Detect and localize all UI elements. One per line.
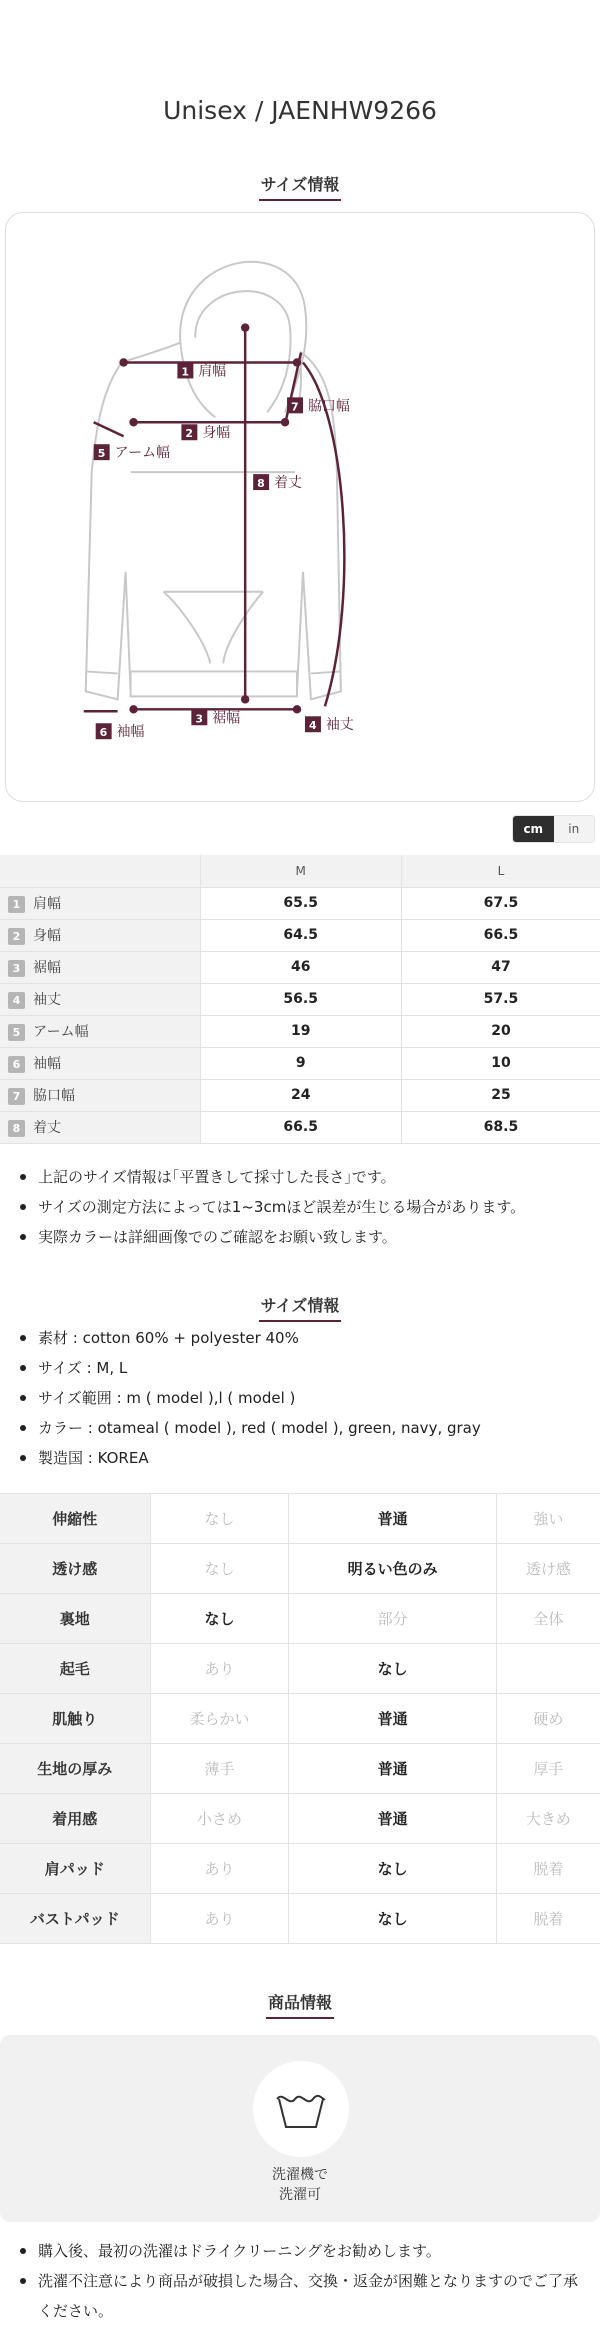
feel-option: なし [150, 1594, 289, 1644]
table-row [0, 1844, 600, 1894]
header-empty [0, 855, 200, 887]
feel-option: あり [150, 1894, 289, 1944]
list-item: サイズ : M, L [20, 1353, 590, 1383]
list-item: カラー : otameal ( model ), red ( model ), green, navy, gray [20, 1413, 590, 1443]
value-l: 67.5 [401, 887, 600, 919]
row-label-text: 脇口幅 [33, 1088, 75, 1104]
feel-option: 普通 [289, 1744, 496, 1794]
svg-text:袖幅: 袖幅 [116, 724, 145, 741]
feel-option: なし [289, 1844, 496, 1894]
svg-text:袖丈: 袖丈 [325, 717, 354, 734]
svg-text:1: 1 [181, 365, 190, 379]
row-number: 8 [8, 1120, 25, 1137]
value-m: 9 [200, 1047, 401, 1079]
label-sleeve-length [305, 716, 354, 733]
feel-option: なし [150, 1544, 289, 1594]
feel-label: 伸縮性 [0, 1494, 150, 1544]
feel-label: バストパッド [0, 1894, 150, 1944]
list-item: サイズ範囲 : m ( model ),l ( model ) [20, 1383, 590, 1413]
size-notes [20, 1162, 590, 1252]
list-item: 洗濯不注意により商品が破損した場合、交換・返金が困難となりますのでご了承ください。 [20, 2266, 590, 2326]
feel-option: 普通 [289, 1494, 496, 1544]
care-box [0, 2035, 600, 2222]
feel-option: 強い [496, 1494, 600, 1544]
table-row [0, 1544, 600, 1594]
table-row [0, 919, 600, 951]
row-number: 7 [8, 1088, 25, 1105]
feel-option: あり [150, 1644, 289, 1694]
feel-option: なし [289, 1894, 496, 1944]
feel-option: 全体 [496, 1594, 600, 1644]
svg-text:7: 7 [291, 400, 299, 414]
care-notes [20, 2236, 590, 2326]
table-row [0, 1015, 600, 1047]
value-m: 65.5 [200, 887, 401, 919]
row-number: 5 [8, 1024, 25, 1041]
feel-option [496, 1644, 600, 1694]
value-m: 24 [200, 1079, 401, 1111]
label-cuff-width [96, 723, 145, 740]
header-l: L [401, 855, 600, 887]
info-section-heading: サイズ情報 [0, 1293, 600, 1322]
feel-option: 厚手 [496, 1744, 600, 1794]
table-row [0, 887, 600, 919]
label-armhole [287, 397, 350, 414]
svg-text:脇口幅: 脇口幅 [307, 398, 350, 415]
svg-text:身幅: 身幅 [202, 425, 231, 442]
product-title: Unisex / JAENHW9266 [163, 96, 437, 125]
table-row [0, 1794, 600, 1844]
row-label [0, 919, 200, 951]
row-label-text: 肩幅 [33, 896, 61, 912]
value-l: 25 [401, 1079, 600, 1111]
list-item: 上記のサイズ情報は｢平置きして採寸した長さ｣です。 [20, 1162, 590, 1192]
feel-option: 普通 [289, 1794, 496, 1844]
row-label [0, 1079, 200, 1111]
row-number: 2 [8, 928, 25, 945]
feel-option: 普通 [289, 1694, 496, 1744]
svg-text:着丈: 着丈 [274, 475, 302, 492]
value-m: 64.5 [200, 919, 401, 951]
washing-machine-icon [253, 2061, 349, 2157]
feel-label: 裏地 [0, 1594, 150, 1644]
label-arm-width [94, 444, 170, 461]
feel-option: なし [289, 1644, 496, 1694]
care-label: 洗濯機で 洗濯可 [272, 2167, 328, 2203]
row-label-text: 身幅 [33, 928, 61, 944]
feel-option: 部分 [289, 1594, 496, 1644]
table-row [0, 951, 600, 983]
row-label-text: 袖幅 [33, 1056, 61, 1072]
value-m: 66.5 [200, 1111, 401, 1143]
feel-label: 生地の厚み [0, 1744, 150, 1794]
row-number: 3 [8, 960, 25, 977]
table-row [0, 983, 600, 1015]
feel-option: 透け感 [496, 1544, 600, 1594]
row-label-text: アーム幅 [33, 1024, 89, 1040]
feel-option: 硬め [496, 1694, 600, 1744]
table-row [0, 1644, 600, 1694]
list-item: 実際カラーは詳細画像でのご確認をお願い致します。 [20, 1222, 590, 1252]
svg-text:4: 4 [308, 719, 317, 733]
feel-label: 透け感 [0, 1544, 150, 1594]
unit-in-button[interactable]: in [554, 816, 595, 842]
table-row [0, 1594, 600, 1644]
fabric-feel-table [0, 1493, 600, 1944]
table-row [0, 1047, 600, 1079]
list-item: 購入後、最初の洗濯はドライクリーニングをお勧めします。 [20, 2236, 590, 2266]
info-list [20, 1323, 590, 1473]
value-l: 47 [401, 951, 600, 983]
value-m: 46 [200, 951, 401, 983]
feel-label: 起毛 [0, 1644, 150, 1694]
value-l: 20 [401, 1015, 600, 1047]
label-shoulder [177, 362, 226, 379]
value-m: 19 [200, 1015, 401, 1047]
row-label [0, 983, 200, 1015]
product-section-heading: 商品情報 [0, 1990, 600, 2019]
svg-text:アーム幅: アーム幅 [114, 445, 170, 462]
row-label [0, 1015, 200, 1047]
value-l: 66.5 [401, 919, 600, 951]
svg-text:6: 6 [99, 726, 108, 740]
svg-text:5: 5 [97, 447, 106, 461]
size-table-header [0, 855, 600, 887]
row-label-text: 着丈 [33, 1120, 61, 1136]
label-chest [181, 424, 230, 441]
row-label [0, 1047, 200, 1079]
svg-text:肩幅: 肩幅 [198, 363, 227, 380]
row-label-text: 裾幅 [33, 960, 61, 976]
feel-option: 明るい色のみ [289, 1544, 496, 1594]
table-row [0, 1079, 600, 1111]
unit-cm-button[interactable]: cm [513, 816, 554, 842]
row-label [0, 887, 200, 919]
feel-label: 肩パッド [0, 1844, 150, 1894]
feel-option: 小さめ [150, 1794, 289, 1844]
label-hem [191, 709, 240, 726]
feel-option: 脱着 [496, 1894, 600, 1944]
row-number: 4 [8, 992, 25, 1009]
value-m: 56.5 [200, 983, 401, 1015]
row-number: 1 [8, 896, 25, 913]
feel-option: 柔らかい [150, 1694, 289, 1744]
unit-toggle [512, 815, 595, 843]
header-m: M [200, 855, 401, 887]
feel-label: 肌触り [0, 1694, 150, 1744]
row-number: 6 [8, 1056, 25, 1073]
row-label [0, 1111, 200, 1143]
list-item: 素材 : cotton 60% + polyester 40% [20, 1323, 590, 1353]
value-l: 68.5 [401, 1111, 600, 1143]
feel-option: 薄手 [150, 1744, 289, 1794]
value-l: 10 [401, 1047, 600, 1079]
row-label [0, 951, 200, 983]
svg-text:裾幅: 裾幅 [212, 710, 241, 727]
svg-text:2: 2 [185, 427, 194, 441]
list-item: サイズの測定方法によっては1~3cmほど誤差が生じる場合があります。 [20, 1192, 590, 1222]
table-row [0, 1894, 600, 1944]
hoodie-illustration [6, 213, 594, 801]
table-row [0, 1744, 600, 1794]
table-row [0, 1494, 600, 1544]
size-section-heading: サイズ情報 [0, 172, 600, 201]
feel-option: なし [150, 1494, 289, 1544]
svg-text:8: 8 [257, 477, 265, 491]
row-label-text: 袖丈 [33, 992, 61, 1008]
table-row [0, 1694, 600, 1744]
value-l: 57.5 [401, 983, 600, 1015]
list-item: 製造国 : KOREA [20, 1443, 590, 1473]
size-diagram [5, 212, 595, 802]
svg-text:3: 3 [195, 712, 203, 726]
table-row [0, 1111, 600, 1143]
size-table [0, 855, 600, 1144]
feel-option: あり [150, 1844, 289, 1894]
feel-option: 脱着 [496, 1844, 600, 1894]
label-length [253, 474, 302, 491]
feel-option: 大きめ [496, 1794, 600, 1844]
feel-label: 着用感 [0, 1794, 150, 1844]
